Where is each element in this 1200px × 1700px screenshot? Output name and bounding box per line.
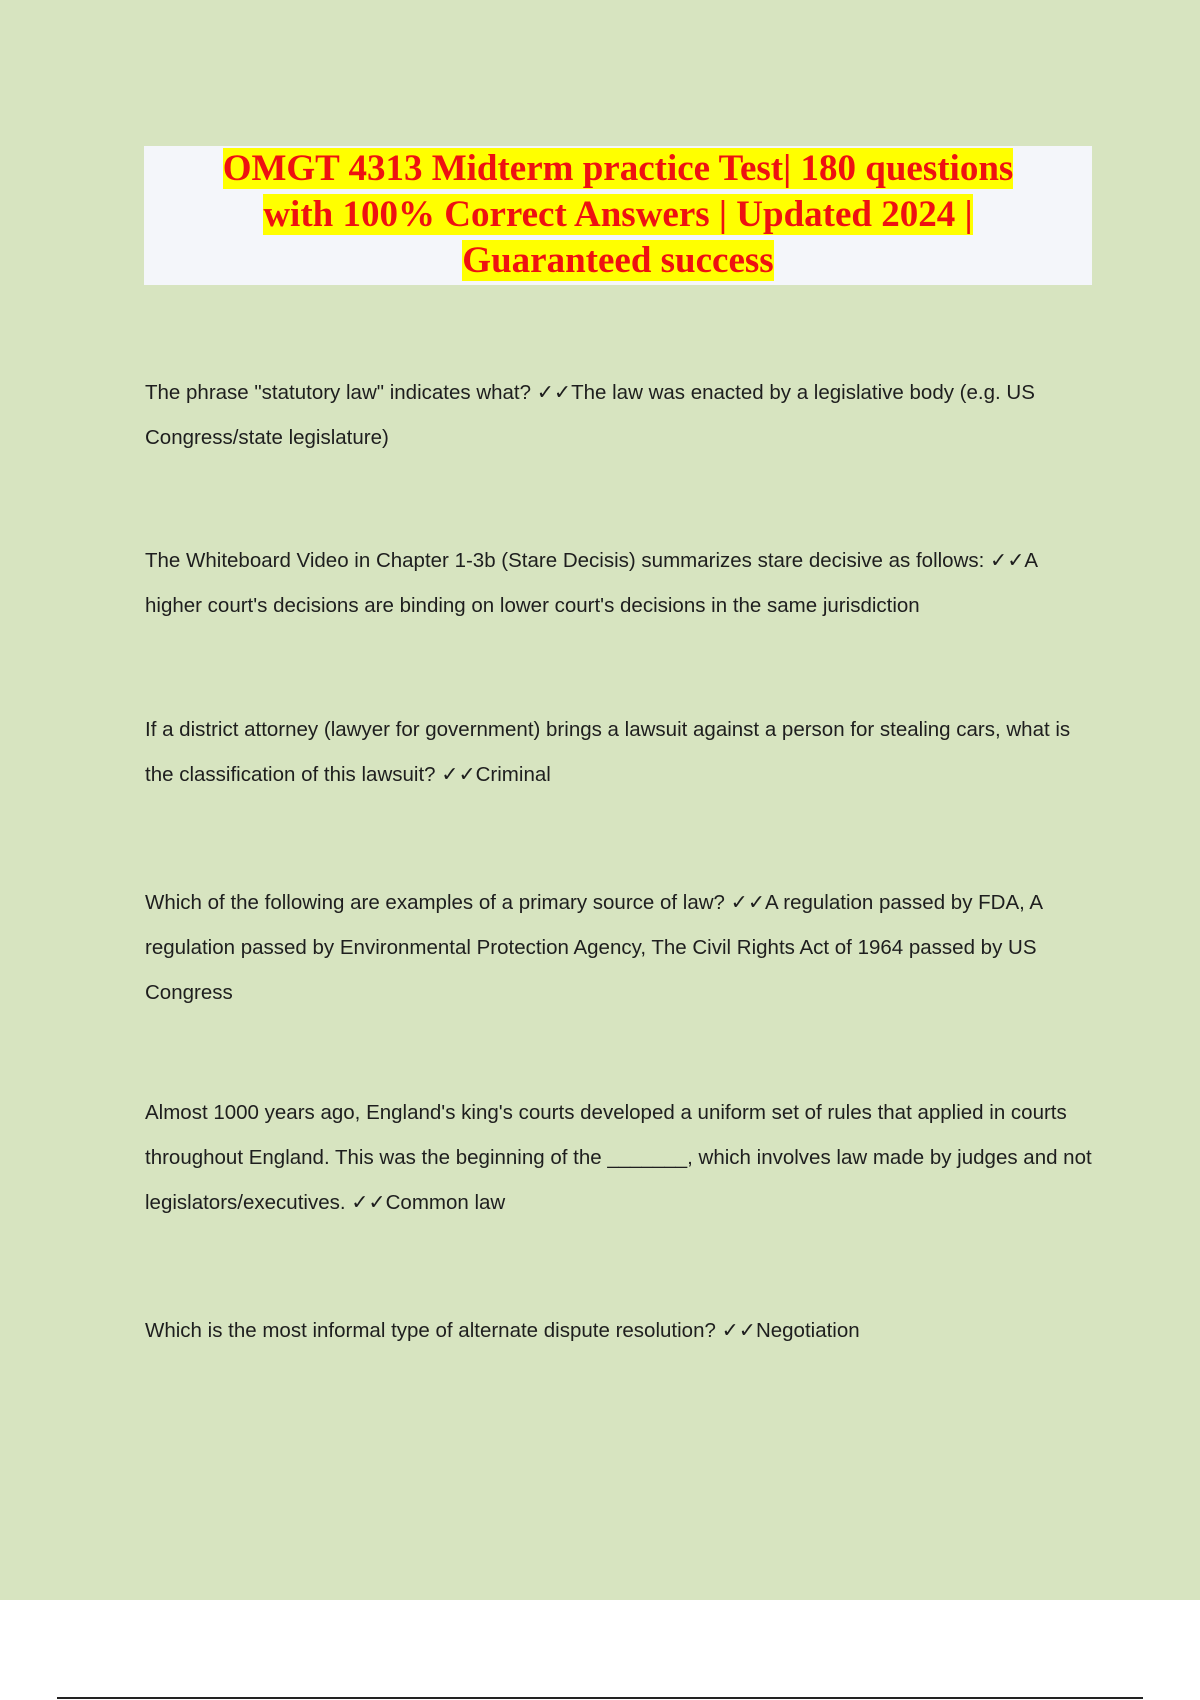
answer-text: The law was enacted by a legislative body (e.g. US Congress/state legislature) bbox=[145, 381, 1035, 449]
qa-item bbox=[145, 1308, 1095, 1353]
question-text: The Whiteboard Video in Chapter 1-3b (Stare Decisis) summarizes stare decisive as follows: bbox=[145, 549, 985, 572]
qa-item bbox=[145, 880, 1095, 1015]
qa-item bbox=[145, 538, 1095, 628]
check-icon: ✓✓ bbox=[990, 549, 1025, 572]
document-title-box bbox=[144, 146, 1092, 285]
question-text: The phrase "statutory law" indicates what? bbox=[145, 381, 532, 404]
answer-text: Negotiation bbox=[755, 1319, 860, 1342]
answer-text: Common law bbox=[385, 1191, 506, 1214]
check-icon: ✓✓ bbox=[721, 1319, 756, 1342]
answer-text: Criminal bbox=[475, 763, 551, 786]
question-text: Almost 1000 years ago, England's king's courts developed a uniform set of rules that applied in courts throughout England. This was the beginning of the _______, which involves law made by judges and not legislators/executives. bbox=[145, 1101, 1092, 1214]
document-title bbox=[144, 146, 1092, 284]
check-icon: ✓✓ bbox=[441, 763, 476, 786]
qa-item bbox=[145, 707, 1095, 797]
qa-item bbox=[145, 370, 1095, 460]
footer-rule bbox=[57, 1697, 1143, 1699]
question-text: If a district attorney (lawyer for government) brings a lawsuit against a person for stealing cars, what is the classification of this lawsuit? bbox=[145, 718, 1071, 786]
question-text: Which is the most informal type of alternate dispute resolution? bbox=[145, 1319, 716, 1342]
title-line-2: with 100% Correct Answers | Updated 2024 | bbox=[263, 194, 973, 235]
check-icon: ✓✓ bbox=[351, 1191, 386, 1214]
answer-text: A regulation passed by FDA, A regulation passed by Environmental Protection Agency, The Civil Rights Act of 1964 passed by US Congress bbox=[145, 891, 1042, 1004]
answer-text: A higher court's decisions are binding on lower court's decisions in the same jurisdiction bbox=[145, 549, 1037, 617]
title-line-3: Guaranteed success bbox=[462, 240, 774, 281]
check-icon: ✓✓ bbox=[730, 891, 766, 914]
check-icon: ✓✓ bbox=[536, 381, 572, 404]
qa-item bbox=[145, 1090, 1095, 1225]
title-line-1: OMGT 4313 Midterm practice Test| 180 questions bbox=[222, 148, 1014, 189]
question-text: Which of the following are examples of a primary source of law? bbox=[145, 891, 725, 914]
